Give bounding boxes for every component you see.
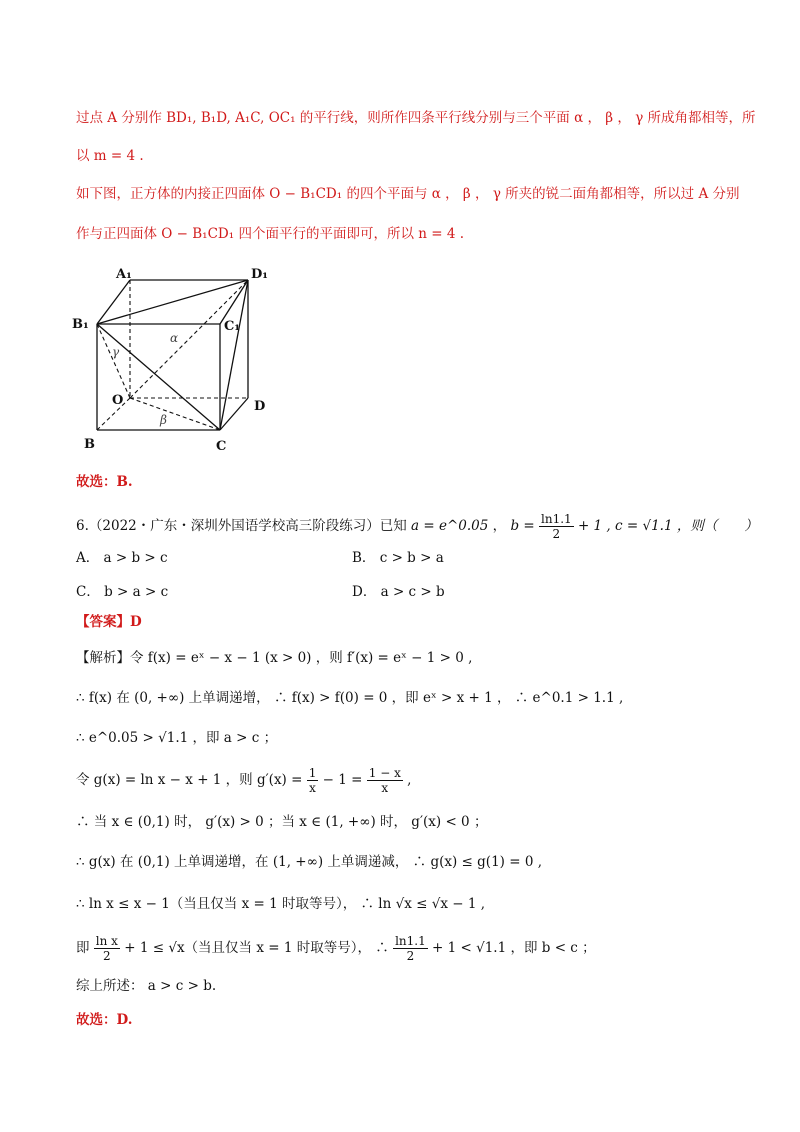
frac2-num: 1 − x: [368, 766, 401, 780]
label-c: C: [216, 439, 227, 454]
expr-b-fraction: [539, 512, 574, 541]
option-b: B． c > b > a: [352, 550, 444, 566]
label-o: O: [112, 393, 124, 408]
analysis-line8-frac2: [393, 934, 428, 963]
label-d1: D₁: [251, 267, 268, 282]
analysis-line8-end: + 1 < √1.1 ，即 b < c ；: [432, 940, 596, 956]
answer-label: 【答案】D: [76, 614, 142, 630]
option-a: A． a > b > c: [76, 550, 168, 566]
expr-c: c = √1.1 ，则（ ）: [615, 518, 758, 534]
label-c1: C₁: [224, 319, 241, 334]
analysis-line5: ∴ 当 x ∈ (0,1) 时， g′(x) > 0 ；当 x ∈ (1, +∞) 时， g′(x) < 0 ；: [76, 814, 488, 830]
question-number: 6.: [76, 518, 89, 534]
analysis-select: 故选：D.: [76, 1012, 133, 1028]
analysis-line1: 【解析】令 f(x) = eˣ − x − 1 (x > 0) ，则 f′(x) = eˣ − 1 > 0 ,: [76, 650, 473, 666]
label-alpha: α: [170, 331, 179, 345]
analysis-line2: ∴ f(x) 在 (0, +∞) 上单调递增， ∴ f(x) > f(0) = 0 ，即 eˣ > x + 1 ， ∴ e^0.1 > 1.1 ,: [76, 690, 624, 706]
prev-solution-line1: 过点 A 分别作 BD₁, B₁D, A₁C, OC₁ 的平行线，则所作四条平行线分别与三个平面 α ， β ， γ 所成角都相等，所: [76, 110, 756, 126]
expr-b-prefix: b =: [510, 518, 535, 534]
label-beta: β: [160, 413, 167, 427]
analysis-line4-frac2: [367, 766, 403, 795]
label-a1: A₁: [116, 267, 132, 282]
prev-solution-line4: 作与正四面体 O − B₁CD₁ 四个面平行的平面即可，所以 n = 4 .: [76, 226, 464, 242]
analysis-line3: ∴ e^0.05 > √1.1 ，即 a > c ；: [76, 730, 278, 746]
analysis-line4-end: ,: [407, 772, 412, 788]
analysis-line8-pre: 即: [76, 940, 90, 956]
analysis-line6: ∴ g(x) 在 (0,1) 上单调递增，在 (1, +∞) 上单调递减， ∴ g(x) ≤ g(1) = 0 ,: [76, 854, 542, 870]
option-d: D． a > c > b: [352, 584, 445, 600]
label-b: B: [84, 437, 95, 452]
analysis-line4: [76, 766, 411, 795]
label-gamma: γ: [112, 345, 120, 359]
expr-b-num: ln1.1: [541, 512, 572, 526]
frac1-num: 1: [308, 766, 317, 780]
frac3-den: 2: [103, 949, 111, 963]
frac4-den: 2: [406, 949, 415, 963]
label-b1: B₁: [72, 317, 89, 332]
analysis-line8: [76, 934, 596, 963]
cube-figure: [70, 258, 290, 458]
expr-b-den: 2: [552, 527, 561, 541]
edge-b1-c: [97, 324, 220, 430]
frac3-num: ln x: [95, 934, 118, 948]
prev-solution-line2: 以 m = 4 .: [76, 148, 144, 164]
question-source: （2022・广东・深圳外国语学校高三阶段练习）已知: [88, 518, 407, 534]
analysis-line4-mid: − 1 =: [322, 772, 363, 788]
analysis-line4-pre: 令 g(x) = ln x − x + 1 ，则 g′(x) =: [76, 772, 303, 788]
frac4-num: ln1.1: [395, 934, 426, 948]
analysis-line7: ∴ ln x ≤ x − 1（当且仅当 x = 1 时取等号）， ∴ ln √x ≤ √x − 1 ,: [76, 896, 485, 912]
analysis-line4-frac1: [307, 766, 319, 795]
analysis-line8-mid: + 1 ≤ √x（当且仅当 x = 1 时取等号）， ∴: [124, 940, 389, 956]
option-c: C． b > a > c: [76, 584, 169, 600]
edge-o-c-hidden: [130, 398, 220, 430]
prev-solution-select: 故选：B.: [76, 474, 133, 490]
expr-a: a = e^0.05: [411, 518, 489, 534]
label-d: D: [254, 399, 266, 414]
edge-b1-a1: [97, 280, 130, 324]
frac1-den: x: [309, 781, 316, 795]
prev-solution-line3: 如下图，正方体的内接正四面体 O − B₁CD₁ 的四个平面与 α ， β ， γ 所夹的锐二面角都相等，所以过 A 分别: [76, 186, 740, 202]
expr-b-suffix: + 1 ,: [577, 518, 611, 534]
edge-d-c: [220, 398, 248, 430]
question-stem: 6.（2022・广东・深圳外国语学校高三阶段练习）已知 a = e^0.05 ， b = $\frac{\ln 1.1}{2}$ + 1 , c = √1.1 ，则（ ）: [76, 512, 758, 541]
analysis-line8-frac1: [94, 934, 120, 963]
analysis-summary: 综上所述： a > c > b.: [76, 978, 217, 994]
edge-o-b1-hidden: [97, 324, 130, 398]
frac2-den: x: [381, 781, 389, 795]
